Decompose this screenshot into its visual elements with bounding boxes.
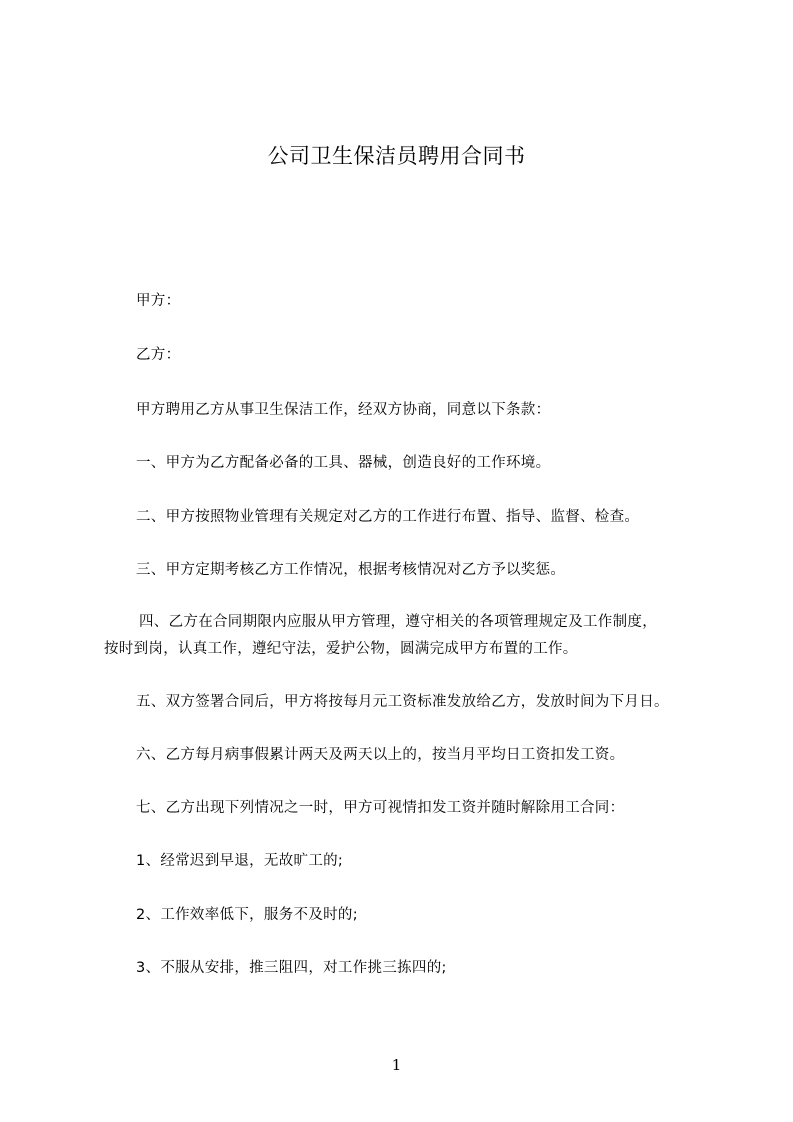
clause-5: 五、双方签署合同后，甲方将按每月元工资标准发放给乙方，发放时间为下月日。 [136, 694, 669, 710]
clause-2: 二、甲方按照物业管理有关规定对乙方的工作进行布置、指导、监督、检查。 [136, 509, 640, 525]
clause-3: 三、甲方定期考核乙方工作情况，根据考核情况对乙方予以奖惩。 [136, 562, 566, 578]
document-title: 公司卫生保洁员聘用合同书 [267, 144, 526, 168]
page-number: 1 [391, 1056, 402, 1074]
intro-paragraph: 甲方聘用乙方从事卫生保洁工作，经双方协商，同意以下条款： [136, 402, 551, 418]
clause-4-line-2: 按时到岗，认真工作，遵纪守法，爱护公物，圆满完成甲方布置的工作。 [104, 641, 578, 657]
clause-6: 六、乙方每月病事假累计两天及两天以上的，按当月平均日工资扣发工资。 [136, 747, 625, 763]
party-a-line: 甲方： [136, 293, 181, 309]
clause-4-line-1: 四、乙方在合同期限内应服从甲方管理，遵守相关的各项管理规定及工作制度， [139, 614, 657, 630]
party-b-line: 乙方： [136, 347, 181, 363]
sub-item-2: 2、工作效率低下，服务不及时的; [136, 907, 358, 923]
sub-item-1: 1、经常迟到早退，无故旷工的; [136, 853, 344, 869]
clause-7: 七、乙方出现下列情况之一时，甲方可视情扣发工资并随时解除用工合同： [136, 800, 625, 816]
clause-1: 一、甲方为乙方配备必备的工具、器械，创造良好的工作环境。 [136, 455, 551, 471]
sub-item-3: 3、不服从安排，推三阻四，对工作挑三拣四的; [136, 960, 447, 976]
